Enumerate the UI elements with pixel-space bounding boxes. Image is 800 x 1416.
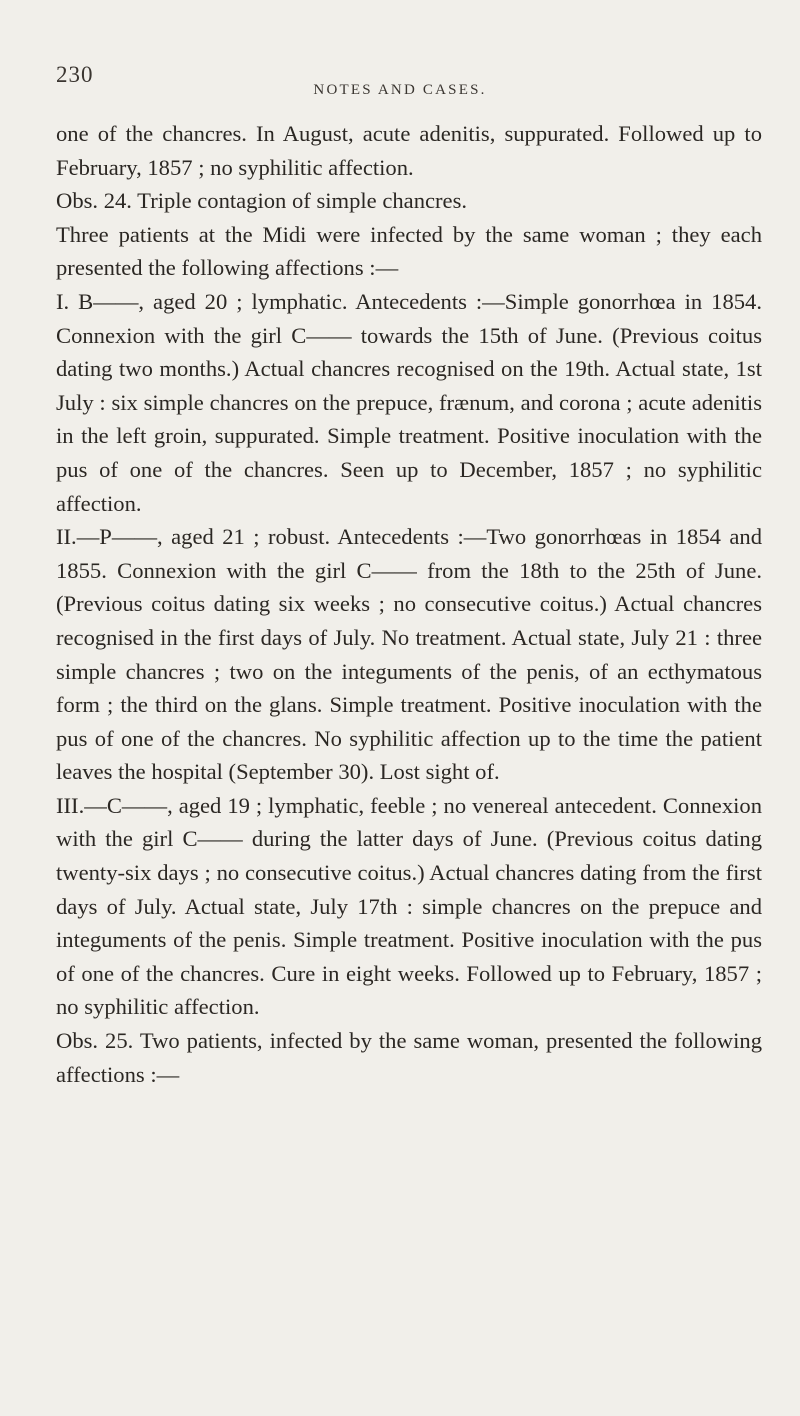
paragraph-case-i: I. B——, aged 20 ; lymphatic. Antecedents :—Simple gonorrhœa in 1854. Connexion with the girl C—— towards the 15th of June. (Previous coitus dating two months.) Actual chancres recognised on the 19th. Actual state, 1st July : six simple chancres on the prepuce, frænum, and corona ; acute adenitis in the left groin, suppurated. Simple treatment. Positive inoculation with the pus of one of the chancres. Seen up to December, 1857 ; no syphilitic affection. <box>56 288 762 516</box>
paragraph-case-iii: III.—C——, aged 19 ; lymphatic, feeble ; no venereal antecedent. Connexion with the girl C—— during the latter days of June. (Previous coitus dating twenty-six days ; no consecutive coitus.) Actual chancres dating from the first days of July. Actual state, July 17th : simple chancres on the prepuce and integuments of the penis. Simple treatment. Positive inoculation with the pus of one of the chancres. Cure in eight weeks. Followed up to February, 1857 ; no syphilitic affection. <box>56 792 762 1020</box>
body-text <box>56 117 762 1091</box>
paragraph-obs-24-heading: Obs. 24. Triple contagion of simple chancres. <box>56 188 468 214</box>
paragraph-obs-25: Obs. 25. Two patients, infected by the same woman, presented the following affections :— <box>56 1028 762 1087</box>
paragraph-continuation: one of the chancres. In August, acute adenitis, suppurated. Followed up to February, 1857 ; no syphilitic affection. <box>56 121 762 180</box>
paragraph-case-ii: II.—P——, aged 21 ; robust. Antecedents :—Two gonorrhœas in 1854 and 1855. Connexion with the girl C—— from the 18th to the 25th of June. (Previous coitus dating six weeks ; no consecutive coitus.) Actual chancres recognised in the first days of July. No treatment. Actual state, July 21 : three simple chancres ; two on the integuments of the penis, of an ecthymatous form ; the third on the glans. Simple treatment. Positive inoculation with the pus of one of the chancres. No syphilitic affection up to the time the patient leaves the hospital (September 30). Lost sight of. <box>56 524 762 785</box>
running-head: NOTES AND CASES. <box>313 82 487 98</box>
page-number: 230 <box>56 62 94 87</box>
paragraph-obs-24-intro: Three patients at the Midi were infected by the same woman ; they each presented the following affections :— <box>56 221 762 281</box>
